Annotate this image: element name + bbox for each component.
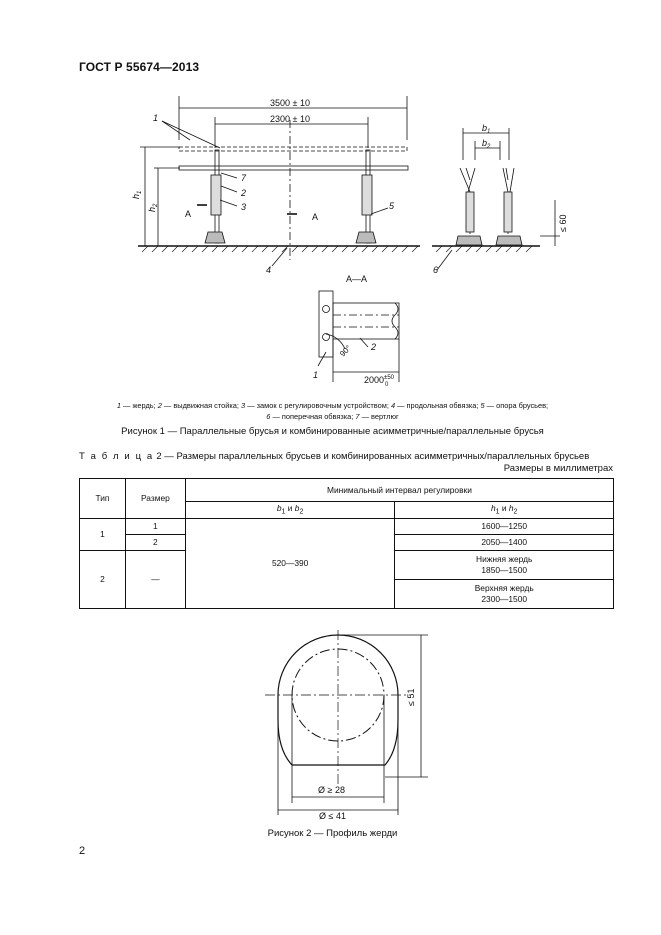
b2-label: $b_2$ bbox=[482, 138, 491, 150]
table-2 bbox=[79, 478, 614, 609]
h1-label: $h_1$ bbox=[131, 190, 143, 199]
figure-1-drawing bbox=[0, 0, 661, 400]
figure-2-caption: Рисунок 2 — Профиль жерди bbox=[267, 828, 398, 839]
callout-4: 4 bbox=[266, 265, 272, 275]
table-2-title bbox=[79, 451, 589, 462]
callout-5: 5 bbox=[389, 201, 395, 211]
b1-label: $b_1$ bbox=[482, 123, 491, 135]
dim-overall: 3500 ± 10 bbox=[270, 98, 310, 108]
max-60-label: ≤ 60 bbox=[558, 214, 568, 232]
table-row bbox=[80, 519, 614, 535]
dim-outer-diameter: Ø ≤ 41 bbox=[319, 811, 346, 821]
dim-bottom-sub: 0 bbox=[385, 382, 389, 388]
page-number: 2 bbox=[79, 845, 86, 857]
legend-text-6: — поперечная обвязка; bbox=[270, 412, 356, 421]
callout-6: 6 bbox=[433, 265, 439, 275]
legend-num-4: 4 bbox=[390, 401, 396, 410]
col-header-b: $b_1$ и $b_2$ bbox=[185, 502, 395, 519]
table-title-text: 2 — Размеры параллельных брусьев и комбинированных асимметричных/параллельных брусьев bbox=[153, 451, 590, 462]
dim-bottom: $2000^{\pm 50}$ bbox=[364, 375, 394, 385]
figure-1-caption: Рисунок 1 — Параллельные брусья и комбинированные асимметричные/параллельные брусья bbox=[121, 426, 544, 437]
callout-2: 2 bbox=[241, 188, 247, 198]
cell-h-value: 1600—1250 bbox=[395, 519, 614, 535]
legend-num-1: 1 bbox=[116, 401, 121, 410]
figure-2-drawing bbox=[0, 610, 661, 825]
col-header-h: $h_1$ и $h_2$ bbox=[395, 502, 614, 519]
angle-label: 90° bbox=[338, 343, 353, 359]
cell-size: — bbox=[125, 551, 185, 609]
h2-label: $h_2$ bbox=[147, 203, 159, 212]
legend-text-4: — продольная обвязка; bbox=[395, 401, 481, 410]
dim-inner: 2300 ± 10 bbox=[270, 114, 310, 124]
dim-inner-diameter: Ø ≥ 28 bbox=[318, 785, 345, 795]
table-units: Размеры в миллиметрах bbox=[503, 463, 613, 474]
col-header-min-interval: Минимальный интервал регулировки bbox=[185, 479, 613, 502]
legend-num-5: 5 bbox=[480, 401, 485, 410]
document-header: ГОСТ Р 55674—2013 bbox=[79, 60, 200, 74]
cell-size: 2 bbox=[125, 535, 185, 551]
cell-b-value: 520—390 bbox=[185, 519, 395, 609]
legend-num-3: 3 bbox=[241, 401, 246, 410]
legend-num-7: 7 bbox=[355, 412, 360, 421]
section-title: А—А bbox=[346, 274, 368, 284]
cell-type: 2 bbox=[80, 551, 126, 609]
callout-2-section: 2 bbox=[371, 342, 377, 352]
callout-3: 3 bbox=[241, 202, 247, 212]
legend-text-1: — жердь; bbox=[120, 401, 158, 410]
ground-hatching bbox=[142, 246, 532, 252]
col-header-type: Тип bbox=[80, 479, 126, 519]
cell-h-lower: Нижняя жердь 1850—1500 bbox=[395, 551, 614, 580]
cell-h-value: 2050—1400 bbox=[395, 535, 614, 551]
legend-num-2: 2 bbox=[157, 401, 162, 410]
legend-num-6: 6 bbox=[266, 412, 271, 421]
legend-text-3: — замок с регулировочным устройством; bbox=[245, 401, 391, 410]
callout-1-section: 1 bbox=[313, 370, 319, 380]
legend-text-5: — опора брусьев; bbox=[484, 401, 549, 410]
cell-size: 1 bbox=[125, 519, 185, 535]
cell-h-upper: Верхняя жердь 2300—1500 bbox=[395, 580, 614, 609]
callout-1: 1 bbox=[153, 113, 159, 123]
dim-height-label: ≤ 51 bbox=[406, 688, 416, 706]
legend-text-2: — выдвижная стойка; bbox=[161, 401, 242, 410]
table-label: Т а б л и ц а bbox=[79, 451, 154, 462]
callout-7: 7 bbox=[241, 173, 247, 183]
figure-1-legend bbox=[60, 400, 605, 422]
section-mark-left: А bbox=[185, 209, 192, 219]
legend-text-7: — вертлюг bbox=[359, 412, 399, 421]
cell-type: 1 bbox=[80, 519, 126, 551]
section-mark-right: А bbox=[312, 212, 319, 222]
col-header-size: Размер bbox=[125, 479, 185, 519]
